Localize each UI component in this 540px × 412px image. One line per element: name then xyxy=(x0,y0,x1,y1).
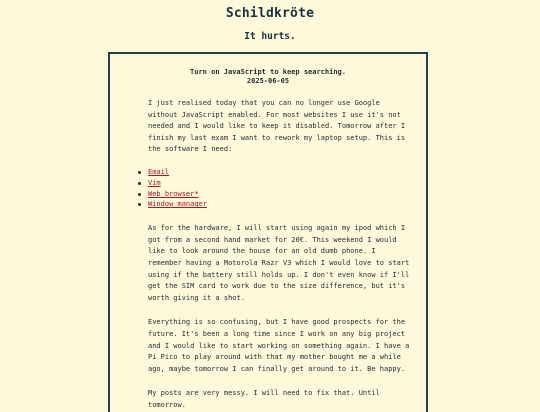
link-email[interactable]: Email xyxy=(148,167,170,176)
post-paragraph: Everything is so confusing, but I have good prospects for the future. It's been a long time since I work on any big project and I would like to start working on something again. I have a Pi Pico to play around with that my mother bought me a while ago, maybe tomorrow I can finally get around to it. Be happy. xyxy=(148,318,410,373)
javascript-notice: Turn on JavaScript to keep searching. xyxy=(190,68,346,76)
list-item xyxy=(138,199,412,210)
site-subtitle: It hurts. xyxy=(244,31,296,42)
site-header xyxy=(0,0,540,43)
link-window-manager[interactable]: Window manager xyxy=(148,200,208,209)
post-paragraph: My posts are very messy. I will need to fix that. Until tomorrow. xyxy=(148,389,380,409)
link-web-browser[interactable]: Web browser* xyxy=(148,189,199,198)
post-container xyxy=(108,52,428,412)
post-paragraph: As for the hardware, I will start using again my ipod which I got from a second hand market for 20€. This weekend I would like to look around the house for an old dumb phone. I remember having a Motorola Razr V3 which I would love to start using if the battery still holds up. I don't even know if I'll get the SIM card to work due to the size difference, but it's worth giving it a shot. xyxy=(148,224,410,302)
site-title[interactable]: Schildkröte xyxy=(225,6,315,21)
link-vim[interactable]: Vim xyxy=(148,178,161,187)
post-date: 2025-06-05 xyxy=(246,77,290,85)
post-header xyxy=(124,68,412,86)
software-list xyxy=(138,167,412,210)
list-item xyxy=(138,189,412,200)
post-body xyxy=(148,98,412,411)
post-paragraph: I just realised today that you can no longer use Google without JavaScript enabled. For most websites I use it's not needed and I would like to keep it disabled. Tomorrow after I finish my last exam I want to rework my laptop setup. This is the software I need: xyxy=(148,99,406,154)
list-item xyxy=(138,178,412,189)
list-item xyxy=(138,167,412,178)
